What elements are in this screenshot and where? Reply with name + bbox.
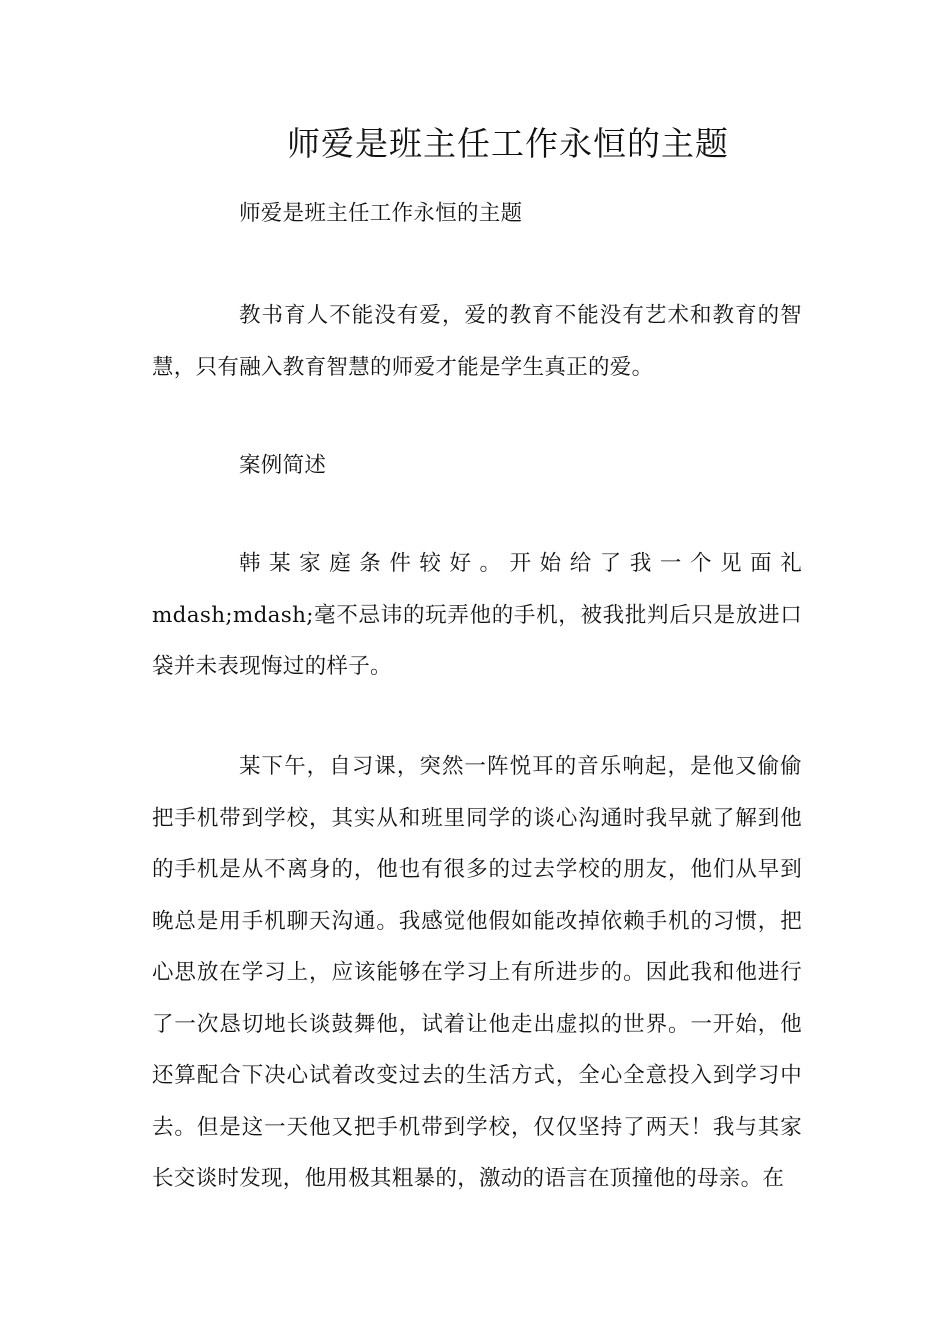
subtitle-paragraph: 师爱是班主任工作永恒的主题	[239, 201, 523, 226]
intro-paragraph: 教书育人不能没有爱，爱的教育不能没有艺术和教育的智慧，只有融入教育智慧的师爱才能是学生真正的爱。	[152, 303, 802, 380]
case-paragraph-1: 韩某家庭条件较好。开始给了我一个见面礼 mdash;mdash;毫不忌讳的玩弄他的手机，被我批判后只是放进口袋并未表现悔过的样子。	[152, 551, 802, 679]
document-title: 师爱是班主任工作永恒的主题	[287, 124, 729, 163]
case-paragraph-2: 某下午，自习课，突然一阵悦耳的音乐响起，是他又偷偷把手机带到学校，其实从和班里同学的谈心沟通时我早就了解到他的手机是从不离身的，他也有很多的过去学校的朋友，他们从早到晚总是用手机聊天沟通。我感觉他假如能改掉依赖手机的习惯，把心思放在学习上，应该能够在学习上有所进步的。因此我和他进行了一次恳切地长谈鼓舞他，试着让他走出虚拟的世界。一开始，他还算配合下决心试着改变过去的生活方式，全心全意投入到学习中去。但是这一天他又把手机带到学校，仅仅坚持了两天！我与其家长交谈时发现，他用极其粗暴的，激动的语言在顶撞他的母亲。在	[152, 754, 802, 1191]
section-heading: 案例简述	[239, 453, 327, 478]
